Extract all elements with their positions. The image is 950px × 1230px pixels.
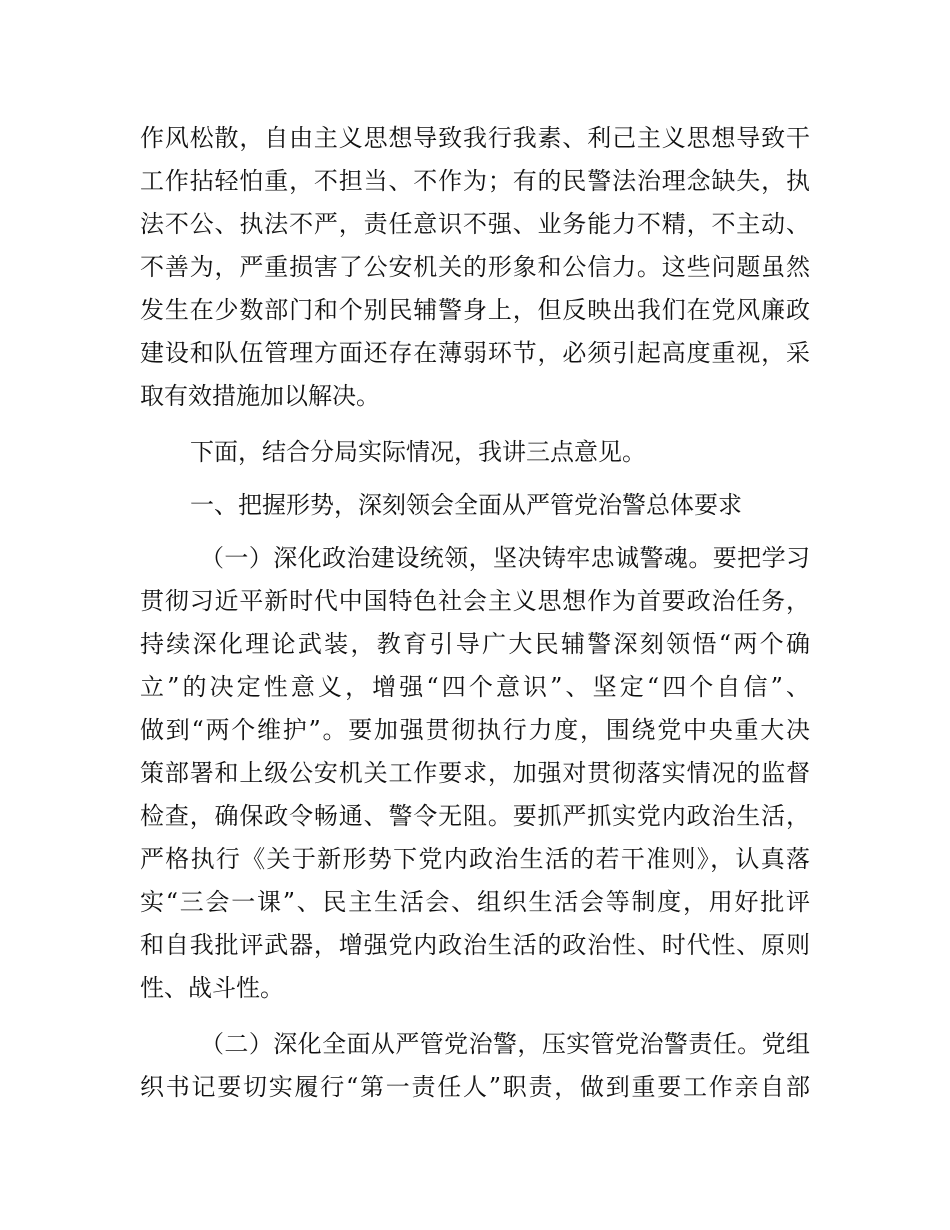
text-line: 作风松散，自由主义思想导致我行我素、利己主义思想导致干 — [140, 124, 810, 152]
text-line: 工作拈轻怕重，不担当、不作为；有的民警法治理念缺失，执 — [140, 167, 810, 195]
text-line: 贯彻习近平新时代中国特色社会主义思想作为首要政治任务， — [140, 587, 810, 615]
text-line: 建设和队伍管理方面还存在薄弱环节，必须引起高度重视，采 — [140, 339, 810, 367]
text-line: 法不公、执法不严，责任意识不强、业务能力不精，不主动、 — [140, 210, 810, 238]
text-line: 立”的决定性意义，增强“四个意识”、坚定“四个自信”、 — [140, 673, 810, 701]
text-line: 发生在少数部门和个别民辅警身上，但反映出我们在党风廉政 — [140, 296, 810, 324]
text-line: 检查，确保政令畅通、警令无阻。要抓严抓实党内政治生活， — [140, 802, 810, 830]
text-line: 不善为，严重损害了公安机关的形象和公信力。这些问题虽然 — [140, 253, 810, 281]
subsection-heading: （一）深化政治建设统领，坚决铸牢忠诚警魂。要把学习 — [200, 544, 810, 572]
text-line: 织书记要切实履行“第一责任人”职责，做到重要工作亲自部 — [140, 1073, 810, 1101]
text-line: 严格执行《关于新形势下党内政治生活的若干准则》，认真落 — [140, 845, 810, 873]
text-line: 策部署和上级公安机关工作要求，加强对贯彻落实情况的监督 — [140, 759, 810, 787]
text-line: 下面，结合分局实际情况，我讲三点意见。 — [190, 438, 646, 466]
text-line: 实“三会一课”、民主生活会、组织生活会等制度，用好批评 — [140, 888, 810, 916]
text-line: 性、战斗性。 — [140, 974, 284, 1002]
text-line: 取有效措施加以解决。 — [140, 382, 380, 410]
text-line: 做到“两个维护”。要加强贯彻执行力度，围绕党中央重大决 — [140, 716, 810, 744]
text-line: 持续深化理论武装，教育引导广大民辅警深刻领悟“两个确 — [140, 630, 810, 658]
section-heading: 一、把握形势，深刻领会全面从严管党治警总体要求 — [190, 491, 742, 519]
subsection-heading: （二）深化全面从严管党治警，压实管党治警责任。党组 — [200, 1030, 810, 1058]
text-line: 和自我批评武器，增强党内政治生活的政治性、时代性、原则 — [140, 931, 810, 959]
